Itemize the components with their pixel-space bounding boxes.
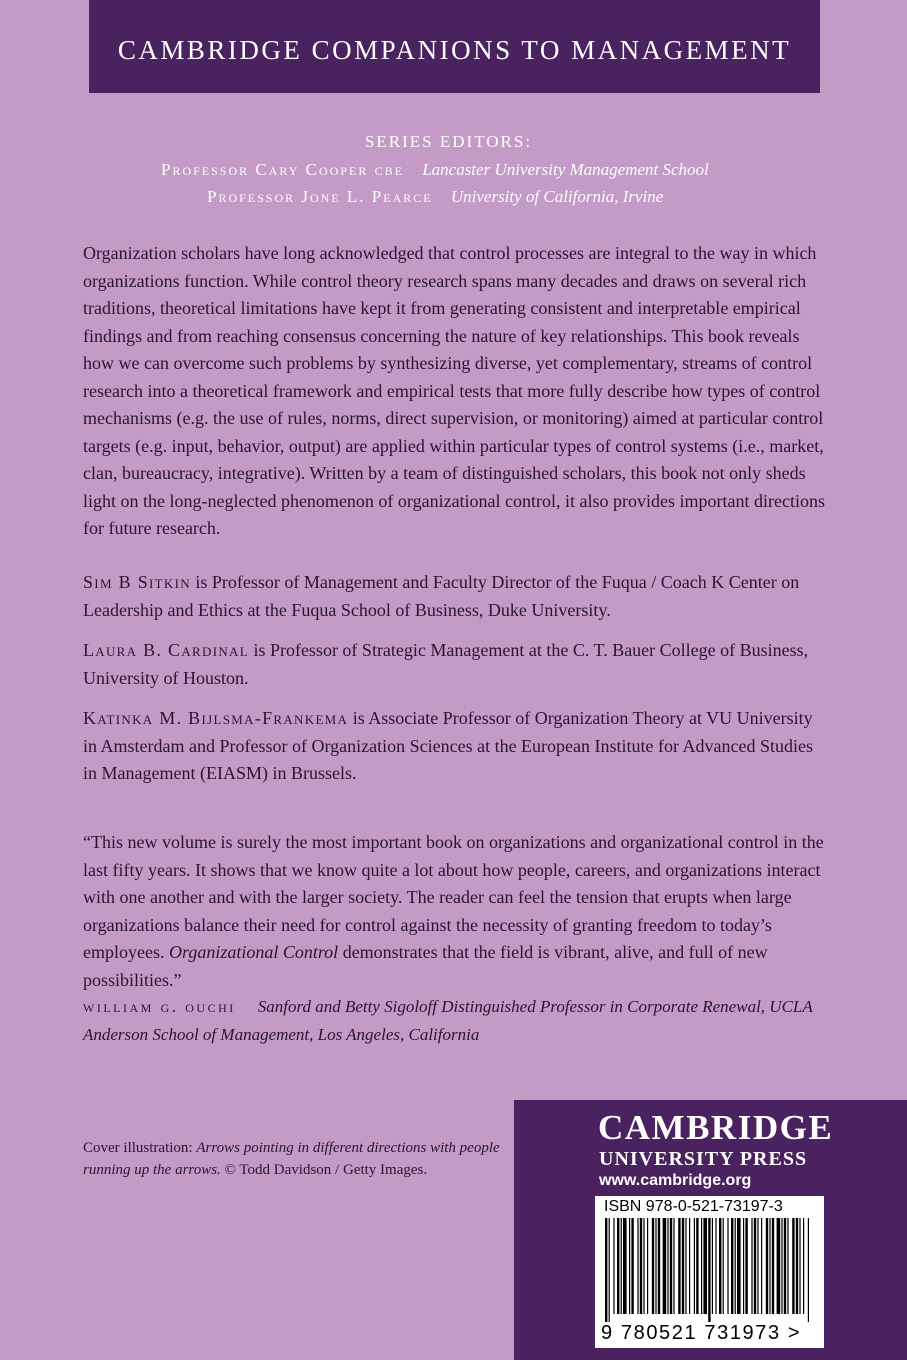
barcode-stripe: [808, 1218, 809, 1322]
barcode: [595, 1196, 824, 1348]
endorsement-quote: [83, 829, 825, 994]
barcode-stripe: [643, 1218, 644, 1314]
barcode-stripe: [799, 1218, 800, 1314]
barcode-stripe: [743, 1218, 744, 1314]
author-bio: [83, 705, 825, 788]
endorser-name: william g. ouchi: [83, 997, 236, 1016]
barcode-stripe: [670, 1218, 672, 1314]
barcode-stripe: [708, 1218, 710, 1322]
series-banner: [89, 0, 820, 93]
barcode-stripe: [617, 1218, 619, 1314]
editor-name: Professor Cary Cooper cbe: [161, 160, 404, 179]
series-editors-label: SERIES EDITORS:: [364, 132, 533, 151]
barcode-stripe: [715, 1218, 716, 1314]
author-bio: [83, 569, 825, 624]
barcode-stripe: [751, 1218, 752, 1314]
barcode-stripe: [792, 1218, 794, 1314]
barcode-stripe: [781, 1218, 782, 1314]
publisher-url: www.cambridge.org: [599, 1172, 752, 1189]
barcode-stripe: [796, 1218, 798, 1314]
barcode-stripe: [787, 1218, 788, 1314]
barcode-stripe: [652, 1218, 654, 1314]
barcode-stripe: [769, 1218, 770, 1314]
author-name: Katinka M. Bijlsma-Frankema: [83, 708, 349, 728]
barcode-stripe: [689, 1218, 690, 1314]
barcode-stripe: [723, 1218, 724, 1314]
editor-affiliation: University of California, Irvine: [450, 187, 664, 206]
barcode-stripe: [766, 1218, 768, 1314]
barcode-stripe: [757, 1218, 758, 1314]
cover-credit-copyright: © Todd Davidson / Getty Images.: [220, 1162, 428, 1178]
endorser-role: Sanford and Betty Sigoloff Distinguished Professor in Corporate Renewal, UCLA Anderson School of Management, Los Angeles, California: [83, 997, 813, 1044]
publisher-logo-name: CAMBRIDGE: [598, 1108, 834, 1147]
barcode-stripe: [803, 1218, 804, 1314]
author-bio-text: is Associate Professor of Organization Theory at VU University in Amsterdam and Professor of Organization Sciences at the European Institute for Advanced Studies in Management (EIASM) in Brussels.: [83, 708, 813, 783]
series-editors: [0, 132, 907, 210]
editor-row: [0, 183, 907, 210]
barcode-stripe: [745, 1218, 747, 1314]
publisher-box: [514, 1100, 907, 1360]
barcode-stripe: [663, 1218, 667, 1314]
barcode-stripe: [667, 1218, 668, 1314]
barcode-stripe: [761, 1218, 762, 1314]
quote-text: “This new volume is surely the most important book on organizations and organizational control in the last fifty years. It shows that we know quite a lot about how people, careers, and organizations interact with one another and with the larger society. The reader can feel the tension that erupts when large organizations balance their need for control against the necessity of granting freedom to today’s employees.: [83, 832, 824, 962]
editor-name: Professor Jone L. Pearce: [207, 187, 433, 206]
barcode-stripe: [621, 1218, 622, 1314]
barcode-stripe: [784, 1218, 786, 1314]
barcode-digits: 9 780521 731973 >: [601, 1322, 802, 1344]
barcode-stripe: [678, 1218, 680, 1314]
cover-credit-label: Cover illustration:: [83, 1140, 197, 1156]
cover-credit-description: Arrows pointing in different directions with people running up the arrows.: [83, 1140, 500, 1178]
barcode-stripe: [682, 1218, 684, 1314]
barcode-stripe: [609, 1218, 610, 1322]
barcode-stripe: [605, 1218, 607, 1322]
quote-book-title: Organizational Control: [168, 942, 339, 962]
barcode-stripe: [701, 1218, 702, 1314]
isbn-label: ISBN 978-0-521-73197-3: [604, 1198, 783, 1215]
series-title: CAMBRIDGE COMPANIONS TO MANAGEMENT: [117, 35, 792, 65]
editor-affiliation: Lancaster University Management School: [422, 160, 709, 179]
barcode-stripe: [703, 1218, 707, 1314]
quote-text-end: demonstrates that the field is vibrant, alive, and full of new possibilities.”: [83, 942, 768, 990]
cover-credit: [83, 1137, 503, 1181]
barcode-stripe: [631, 1218, 633, 1314]
barcode-stripe: [658, 1218, 660, 1314]
author-name: Sim B Sitkin: [83, 572, 191, 592]
barcode-stripe: [655, 1218, 656, 1314]
barcode-stripe: [673, 1218, 674, 1314]
author-bio-text: is Professor of Management and Faculty Director of the Fuqua / Coach K Center on Leadership and Ethics at the Fuqua School of Business, Duke University.: [83, 572, 800, 620]
publisher-logo-sub: UNIVERSITY PRESS: [599, 1148, 808, 1170]
barcode-stripe: [777, 1218, 781, 1314]
barcode-stripe: [647, 1218, 648, 1314]
author-name: Laura B. Cardinal: [83, 640, 249, 660]
barcode-stripe: [629, 1218, 630, 1314]
barcode-stripe: [727, 1218, 728, 1314]
barcode-stripe: [637, 1218, 638, 1314]
barcode-stripe: [719, 1218, 721, 1314]
barcode-stripe: [613, 1218, 614, 1314]
barcode-stripe: [694, 1218, 695, 1314]
barcode-bars: [605, 1218, 814, 1322]
barcode-stripe: [735, 1218, 736, 1314]
book-description: Organization scholars have long acknowledged that control processes are integral to the way in which organizations function. While control theory research spans many decades and draws on several rich traditions, theoretical limitations have kept it from generating consistent and interpretable empirical findings and from reaching consensus concerning the nature of key relationships. This book reveals how we can overcome such problems by synthesizing diverse, yet complementary, streams of control research into a theoretical framework and empirical tests that more fully describe how types of control mechanisms (e.g. the use of rules, norms, direct supervision, or monitoring) aimed at particular control targets (e.g. input, behavior, output) are applied within particular types of control systems (i.e., market, clan, bureaucracy, integrative). Written by a team of distinguished scholars, this book not only sheds light on the long-neglected phenomenon of organizational control, it also provides important directions for future research.: [83, 243, 825, 538]
author-bio-text: is Professor of Strategic Management at the C. T. Bauer College of Business, University of Houston.: [83, 640, 809, 688]
barcode-stripe: [685, 1218, 686, 1314]
barcode-stripe: [737, 1218, 741, 1314]
barcode-stripe: [623, 1218, 627, 1314]
barcode-stripe: [712, 1218, 713, 1314]
barcode-stripe: [640, 1218, 642, 1314]
endorsement-attribution: [83, 993, 825, 1048]
barcode-stripe: [731, 1218, 733, 1314]
barcode-stripe: [772, 1218, 774, 1314]
barcode-stripe: [696, 1218, 698, 1314]
author-bio: [83, 637, 825, 692]
editor-row: [0, 156, 907, 183]
barcode-stripe: [754, 1218, 756, 1314]
